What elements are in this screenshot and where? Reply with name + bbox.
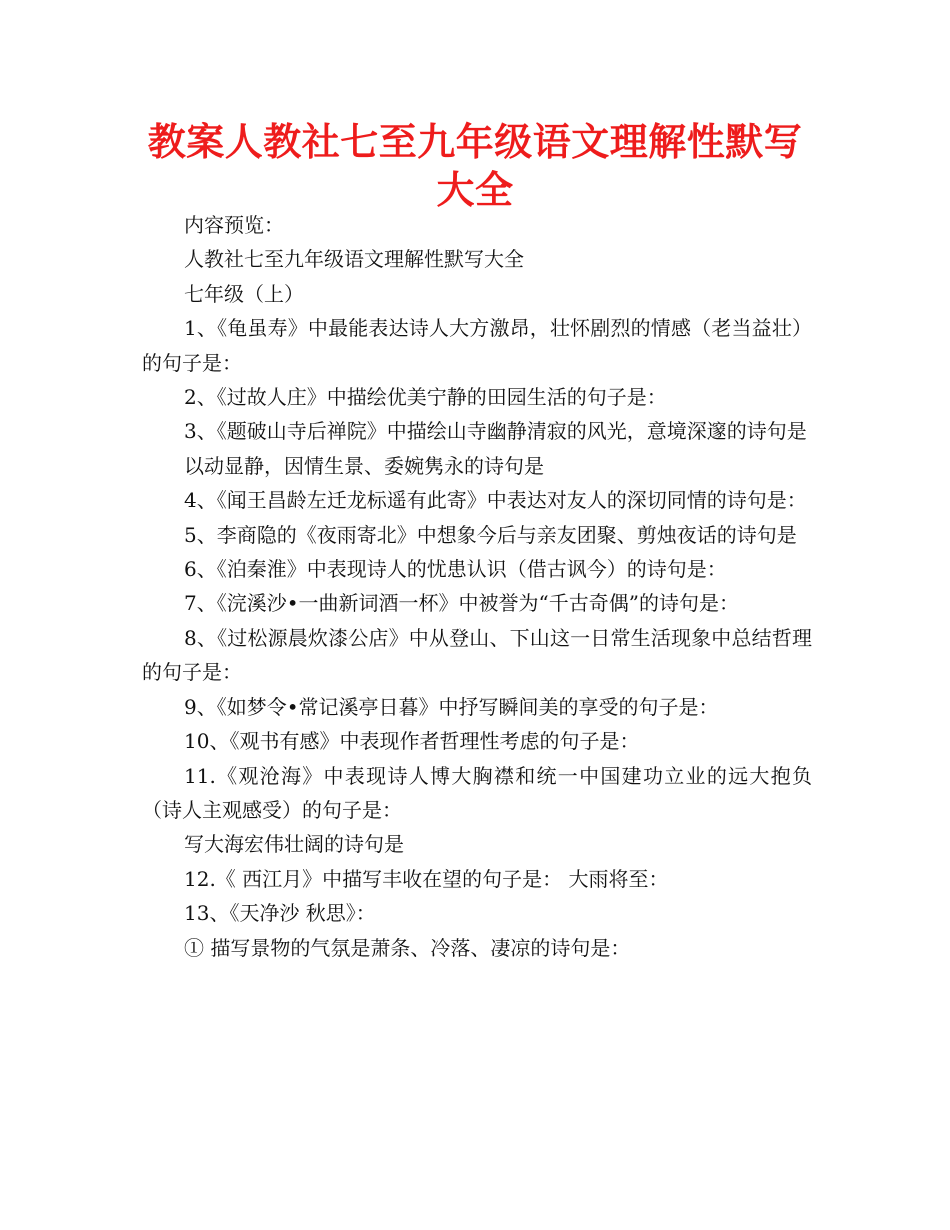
paragraph-item: 10、《观书有感》中表现作者哲理性考虑的句子是： <box>184 729 640 754</box>
paragraph-item: 6、《泊秦淮》中表现诗人的忧患认识（借古讽今）的诗句是： <box>184 557 727 582</box>
document-title: 教案人教社七至九年级语文理解性默写大全 <box>147 120 803 212</box>
paragraph-item: 3、《题破山寺后禅院》中描绘山寺幽静清寂的风光，意境深邃的诗句是 <box>184 419 807 444</box>
paragraph-grade-heading: 七年级（上） <box>184 281 304 306</box>
paragraph-item: ① 描写景物的气氛是萧条、冷落、凄凉的诗句是： <box>184 935 631 960</box>
paragraph-item: 9、《如梦令•常记溪亭日暮》中抒写瞬间美的享受的句子是： <box>184 694 719 719</box>
paragraph-item: 4、《闻王昌龄左迁龙标遥有此寄》中表达对友人的深切同情的诗句是： <box>184 488 807 513</box>
paragraph-item: 12.《 西江月》中描写丰收在望的句子是： 大雨将至： <box>184 866 669 891</box>
paragraph-item: 1、《龟虽寿》中最能表达诗人大方激昂，壮怀剧烈的情感（老当益壮）的句子是： <box>142 316 812 375</box>
paragraph-preview-label: 内容预览： <box>184 213 284 237</box>
paragraph-subtitle: 人教社七至九年级语文理解性默写大全 <box>184 247 524 272</box>
paragraph-item: 13、《天净沙 秋思》： <box>184 901 376 926</box>
paragraph-item: 8、《过松源晨炊漆公店》中从登山、下山这一日常生活现象中总结哲理的句子是： <box>142 625 812 685</box>
paragraph-item: 7、《浣溪沙•一曲新词酒一杯》中被誉为“千古奇偶”的诗句是： <box>184 591 739 616</box>
document-body <box>142 208 812 965</box>
paragraph-item: 5、李商隐的《夜雨寄北》中想象今后与亲友团聚、剪烛夜话的诗句是 <box>184 522 797 547</box>
paragraph-item: 2、《过故人庄》中描绘优美宁静的田园生活的句子是： <box>184 385 667 410</box>
paragraph-item: 写大海宏伟壮阔的诗句是 <box>184 832 404 857</box>
paragraph-item: 11.《观沧海》中表现诗人博大胸襟和统一中国建功立业的远大抱负（诗人主观感受）的句子是： <box>142 763 812 822</box>
paragraph-item: 以动显静，因情生景、委婉隽永的诗句是 <box>184 453 544 478</box>
